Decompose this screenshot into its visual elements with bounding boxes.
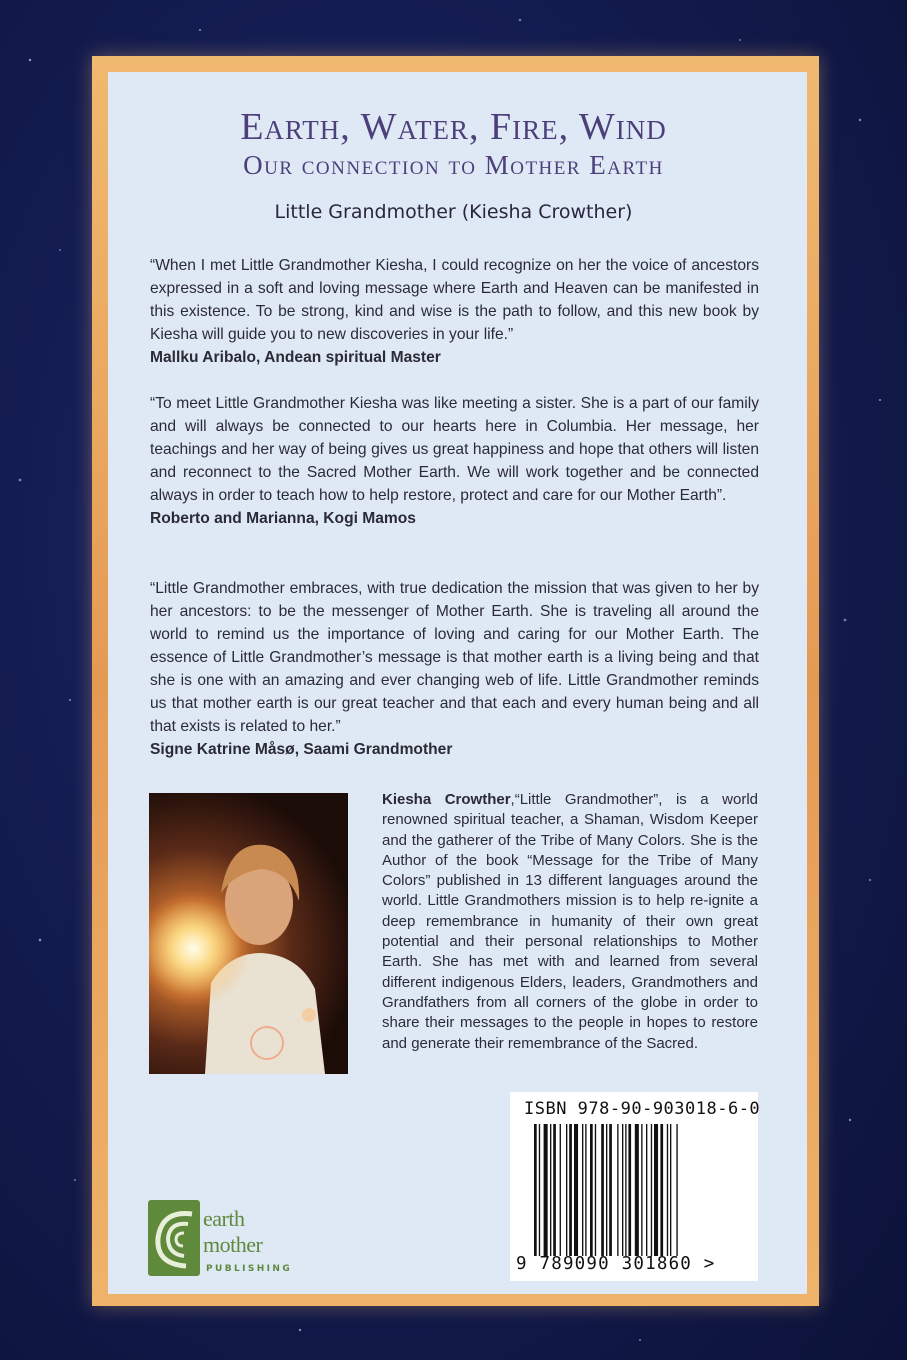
book-subtitle: Our connection to Mother Earth bbox=[243, 150, 664, 180]
barcode-bar bbox=[617, 1124, 618, 1256]
barcode-bar bbox=[660, 1124, 663, 1256]
barcode-bar bbox=[553, 1124, 556, 1256]
barcode-bar bbox=[670, 1124, 671, 1256]
barcode-bar bbox=[566, 1124, 567, 1256]
barcode-bar bbox=[544, 1124, 548, 1256]
book-author: Little Grandmother (Kiesha Crowther) bbox=[274, 201, 633, 223]
barcode-bar bbox=[582, 1124, 583, 1256]
barcode-bar bbox=[622, 1124, 623, 1256]
barcode-bar bbox=[628, 1124, 631, 1256]
quote-text: “To meet Little Grandmother Kiesha was like meeting a sister. She is a part of our family and will always be connected to our hearts here in Columbia. Her message, her teachings and her way of being gives us great happiness and hope that others will listen and reconnect to the Sacred Mother Earth. We will work together and be connected always in order to teach how to help restore, protect and care for our Mother Earth”. bbox=[150, 395, 759, 504]
barcode-bar bbox=[595, 1124, 596, 1256]
quote-attribution: Mallku Aribalo, Andean spiritual Master bbox=[150, 349, 441, 366]
testimonial-quote bbox=[150, 577, 759, 761]
barcode-bar bbox=[676, 1124, 677, 1256]
testimonial-quote bbox=[150, 392, 759, 530]
publisher-logo-icon bbox=[148, 1200, 202, 1278]
quote-attribution: Roberto and Marianna, Kogi Mamos bbox=[150, 510, 416, 527]
barcode-bar bbox=[534, 1124, 537, 1256]
barcode-bar bbox=[574, 1124, 578, 1256]
testimonial-quote bbox=[150, 254, 759, 369]
barcode-bar bbox=[569, 1124, 572, 1256]
barcode-bar bbox=[641, 1124, 642, 1256]
book-title: Earth, Water, Fire, Wind bbox=[240, 106, 667, 148]
quote-attribution: Signe Katrine Måsø, Saami Grandmother bbox=[150, 741, 453, 758]
barcode-bar bbox=[539, 1124, 540, 1256]
barcode-bar bbox=[601, 1124, 604, 1256]
publisher-name-line2: mother bbox=[203, 1232, 263, 1257]
barcode-bar bbox=[646, 1124, 647, 1256]
bio-name: Kiesha Crowther bbox=[382, 791, 511, 808]
barcode-digits: 9 789090 301860 > bbox=[516, 1254, 716, 1274]
barcode-bar bbox=[651, 1124, 652, 1256]
isbn-label: ISBN 978-90-903018-6-0 bbox=[524, 1099, 761, 1119]
barcode-bar bbox=[667, 1124, 668, 1256]
barcode-bar bbox=[590, 1124, 593, 1256]
author-bio bbox=[382, 790, 758, 1054]
barcode-bar bbox=[609, 1124, 612, 1256]
barcode-bar bbox=[560, 1124, 561, 1256]
isbn-barcode bbox=[510, 1092, 761, 1281]
barcode-bar bbox=[585, 1124, 586, 1256]
barcode-bar bbox=[606, 1124, 607, 1256]
publisher-name-line3: PUBLISHING bbox=[206, 1264, 293, 1274]
barcode-bar bbox=[625, 1124, 626, 1256]
quote-text: “Little Grandmother embraces, with true dedication the mission that was given to her by her ancestors: to be the messenger of Mother Earth. She is traveling all around the world to remind us the importance of loving and caring for our Mother Earth. The essence of Little Grandmother’s message is that mother earth is a living being and that she is one with an amazing and ever changing web of life. Little Grandmother reminds us that mother earth is our great teacher and that each and every human being and all that exists is related to her.” bbox=[150, 580, 759, 735]
barcode-bar bbox=[550, 1124, 551, 1256]
publisher-name-line1: earth bbox=[203, 1206, 245, 1231]
barcode-bar bbox=[654, 1124, 658, 1256]
author-photo bbox=[149, 793, 348, 1074]
barcode-bar bbox=[635, 1124, 639, 1256]
barcode-bars bbox=[534, 1124, 738, 1256]
quote-text: “When I met Little Grandmother Kiesha, I could recognize on her the voice of ancestors expressed in a soft and loving message where Earth and Heaven can be manifested in this existence. To be strong, kind and wise is the path to follow, and this new book by Kiesha will guide you to new discoveries in your life.” bbox=[150, 257, 759, 343]
bio-text: ,“Little Grandmother”, is a world renowned spiritual teacher, a Shaman, Wisdom Keeper and the gatherer of the Tribe of Many Colors. She is the Author of the book “Message for the Tribe of Many Colors” published in 13 different languages around the world. Little Grandmothers mission is to help re-ignite a deep remembrance in humanity of their own great potential and their personal relationships to Mother Earth. She has met with and learned from several different indigenous Elders, leaders, Grandmothers and Grandfathers from all corners of the globe in order to share their messages to the people in hopes to restore and generate their remembrance of the Sacred. bbox=[382, 791, 758, 1052]
